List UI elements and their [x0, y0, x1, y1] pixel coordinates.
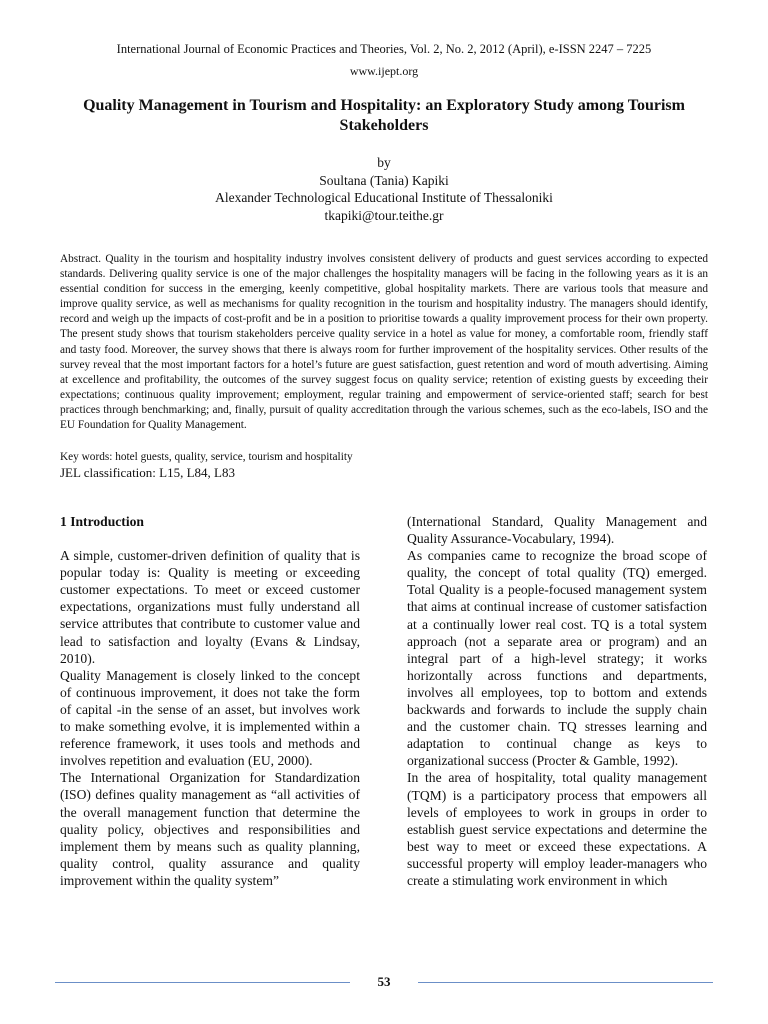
paragraph: A simple, customer-driven definition of quality that is popular today is: Quality is meeting or exceeding customer expectations. To meet or exceed customer expectations, organizations must fully understand all service attributes that contribute to customer value and lead to satisfaction and loyalty (Evans & Lindsay, 2010). — [60, 548, 360, 666]
abstract — [60, 252, 708, 433]
right-column — [407, 513, 707, 889]
left-column — [60, 513, 360, 889]
byline — [0, 154, 768, 224]
footer-rule-right — [418, 982, 713, 983]
jel-classification: JEL classification: L15, L84, L83 — [60, 465, 235, 480]
paragraph: In the area of hospitality, total quality management (TQM) is a participatory process that empowers all levels of employees to work in groups in order to establish guest service expectations and determine the best way to meet or exceed these expectations. A successful property will employ leader-managers who create a stimulating work environment in which — [407, 770, 707, 888]
author-name: Soultana (Tania) Kapiki — [319, 172, 449, 188]
author-email: tkapiki@tour.teithe.gr — [324, 207, 444, 223]
paper-title: Quality Management in Tourism and Hospitality: an Exploratory Study among Tourism Stakeholders — [83, 97, 685, 134]
journal-url: www.ijept.org — [349, 64, 419, 78]
paragraph: As companies came to recognize the broad scope of quality, the concept of total quality (TQ) emerged. Total Quality is a people-focused management system that aims at continual increase of customer satisfaction at a continually lower real cost. TQ is a total system approach (not a separate area or program) and an integral part of a high-level strategy; it works horizontally across functions and departments, involves all employees, top to bottom and extends backwards and forwards to include the supply chain and the customer chain. TQ stresses learning and adaptation to continual change as keys to organizational success (Procter & Gamble, 1992). — [407, 548, 707, 769]
byline-by: by — [377, 155, 391, 170]
keywords: Key words: hotel guests, quality, service, tourism and hospitality — [60, 451, 353, 463]
paragraph: The International Organization for Standardization (ISO) defines quality management as “all activities of the overall management function that determine the quality policy, objectives and responsibilities and implement them by means such as quality planning, quality control, quality assurance and quality improvement within the quality system” — [60, 770, 360, 888]
section-heading: 1 Introduction — [60, 514, 144, 529]
author-affiliation: Alexander Technological Educational Institute of Thessaloniki — [215, 190, 553, 205]
page-number: 53 — [377, 974, 391, 989]
abstract-text: Quality in the tourism and hospitality industry involves consistent delivery of products and guest services according to expected standards. Delivering quality service is one of the major challenges the hospitality managers will be facing in the following years as it is an essential condition for success in the emerging, keenly competitive, global hospitality markets. There are various tools that measure and improve quality service, as well as mechanisms for quality recognition in the tourism and hospitality industry. The managers should identify, record and weigh up the impacts of cost-profit and be in a position to prioritise towards a quality improvement process for their own property. The present study shows that tourism stakeholders perceive quality service in a hotel as value for money, a comfortable room, friendly staff and tasty food. Moreover, the survey shows that there is always room for further improvement of the hospitality services. Other results of the survey reveal that the most important factors for a hotel’s future are guest satisfaction, guest retention and word of mouth advertising. Aiming at excellence and profitability, the outcomes of the survey suggest focus on quality service; retention of existing guests by exceeding their expectations; continuous quality improvement; employment, regular training and empowerment of service-oriented staff; search for best practices through benchmarking; and, finally, pursuit of quality accreditation through the various schemes, such as the eco-labels, ISO and the EU Foundation for Quality Management. — [60, 253, 708, 432]
paragraph: Quality Management is closely linked to the concept of continuous improvement, it does not take the form of capital -in the sense of an asset, but involves work to make something evolve, it is implemented within a reference framework, it uses tools and methods and involves repetition and evaluation (EU, 2000). — [60, 667, 360, 769]
journal-header: International Journal of Economic Practices and Theories, Vol. 2, No. 2, 2012 (April), e-ISSN 2247 – 7225 — [116, 42, 652, 56]
paragraph: (International Standard, Quality Management and Quality Assurance-Vocabulary, 1994). — [407, 514, 707, 547]
footer-rule-left — [55, 982, 350, 983]
abstract-label: Abstract. — [60, 253, 102, 265]
